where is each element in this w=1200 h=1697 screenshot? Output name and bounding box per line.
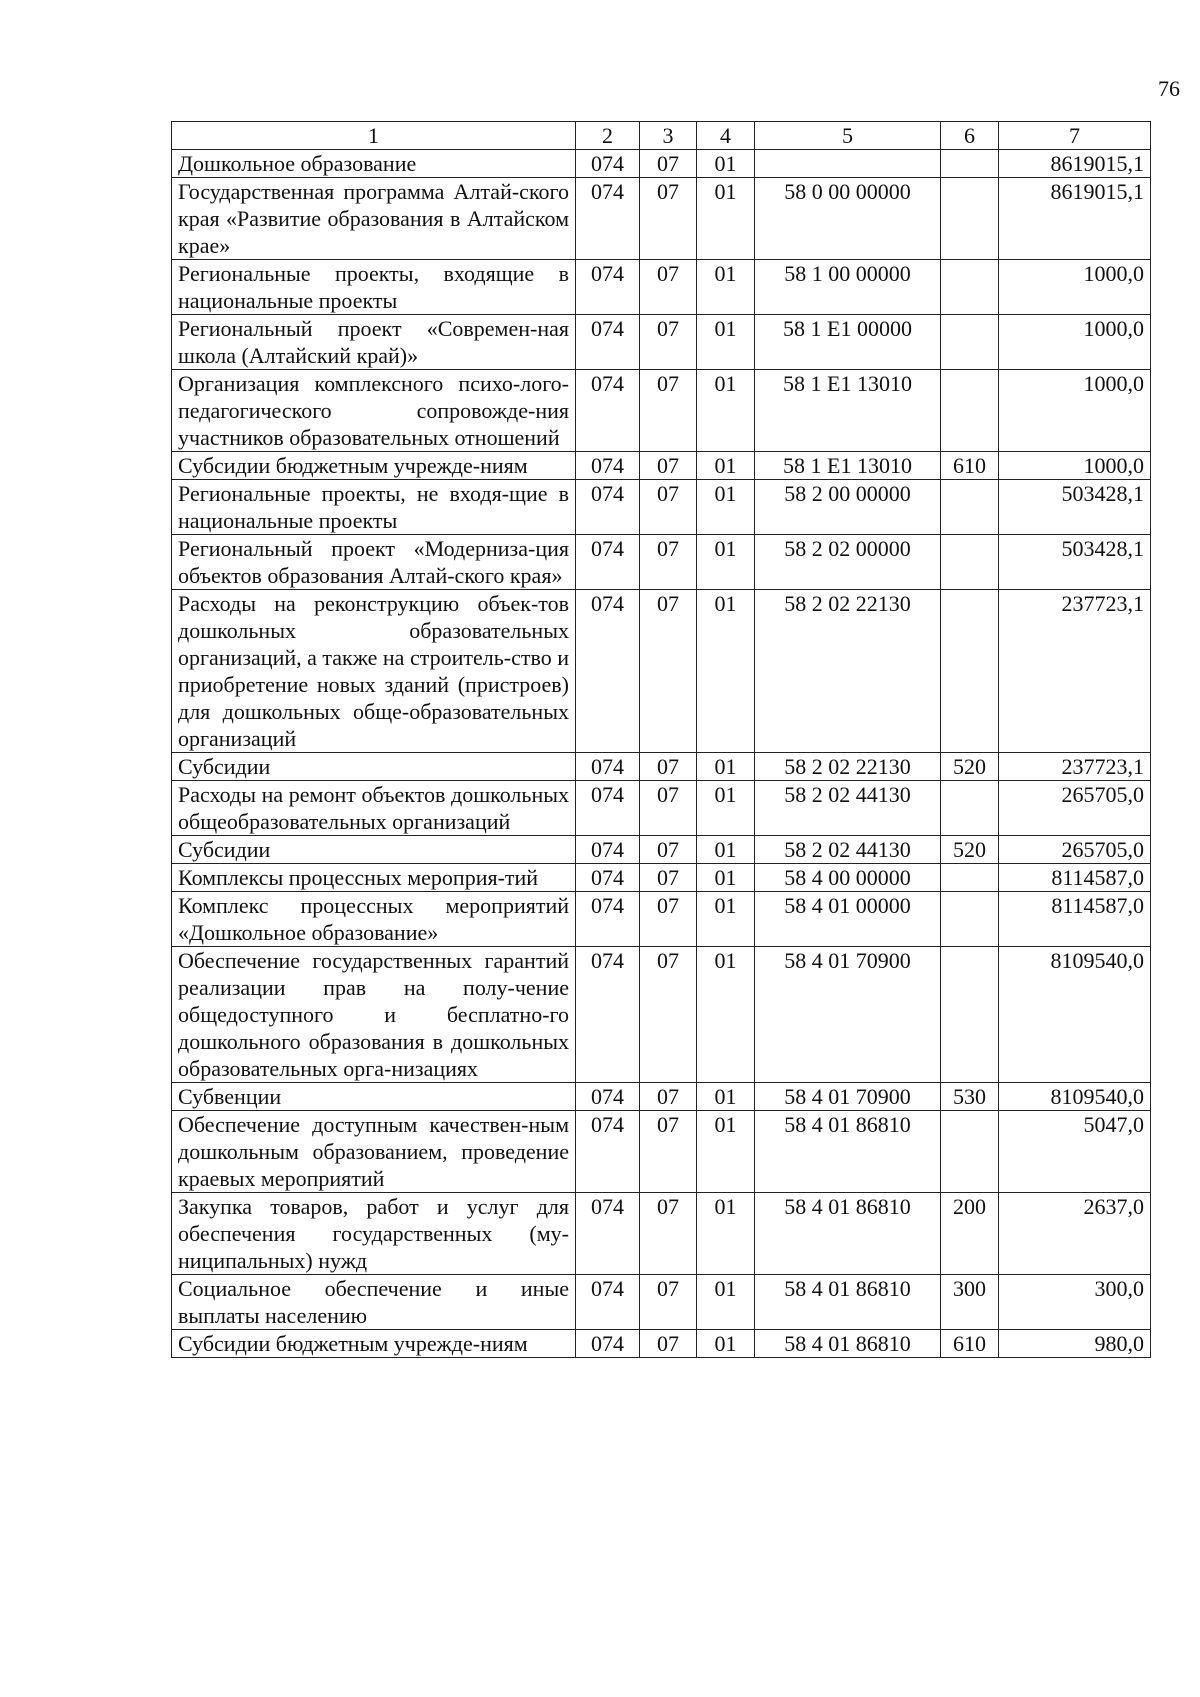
section-cell: 07 <box>640 260 697 315</box>
expense-type-cell: 610 <box>941 1330 999 1358</box>
item-name-cell: Дошкольное образование <box>172 150 576 178</box>
table-row <box>172 947 1151 1083</box>
table-row <box>172 480 1151 535</box>
target-article-cell: 58 1 E1 13010 <box>755 452 941 480</box>
amount-cell: 8619015,1 <box>999 150 1151 178</box>
section-cell: 07 <box>640 1111 697 1193</box>
section-cell: 07 <box>640 315 697 370</box>
item-name-cell: Субсидии бюджетным учрежде-ниям <box>172 452 576 480</box>
code-cell: 074 <box>576 480 640 535</box>
header-cell-5: 5 <box>755 122 941 150</box>
amount-cell: 503428,1 <box>999 480 1151 535</box>
header-cell-1: 1 <box>172 122 576 150</box>
table-row <box>172 150 1151 178</box>
expense-type-cell: 610 <box>941 452 999 480</box>
table-header <box>172 122 1151 150</box>
amount-cell: 8114587,0 <box>999 892 1151 947</box>
item-name-cell: Организация комплексного психо-лого-педагогического сопровожде-ния участников образовательных отношений <box>172 370 576 452</box>
section-cell: 07 <box>640 480 697 535</box>
section-cell: 07 <box>640 947 697 1083</box>
code-cell: 074 <box>576 178 640 260</box>
section-cell: 07 <box>640 150 697 178</box>
subsection-cell: 01 <box>697 1111 755 1193</box>
target-article-cell: 58 2 02 00000 <box>755 535 941 590</box>
subsection-cell: 01 <box>697 452 755 480</box>
item-name-cell: Региональный проект «Модерниза-ция объектов образования Алтай-ского края» <box>172 535 576 590</box>
code-cell: 074 <box>576 781 640 836</box>
code-cell: 074 <box>576 260 640 315</box>
section-cell: 07 <box>640 864 697 892</box>
section-cell: 07 <box>640 836 697 864</box>
subsection-cell: 01 <box>697 1193 755 1275</box>
code-cell: 074 <box>576 370 640 452</box>
target-article-cell: 58 4 01 86810 <box>755 1275 941 1330</box>
section-cell: 07 <box>640 590 697 753</box>
item-name-cell: Расходы на ремонт объектов дошкольных общеобразовательных организаций <box>172 781 576 836</box>
amount-cell: 8619015,1 <box>999 178 1151 260</box>
item-name-cell: Региональные проекты, входящие в национальные проекты <box>172 260 576 315</box>
subsection-cell: 01 <box>697 836 755 864</box>
expense-type-cell <box>941 1111 999 1193</box>
target-article-cell: 58 1 E1 00000 <box>755 315 941 370</box>
target-article-cell: 58 2 00 00000 <box>755 480 941 535</box>
amount-cell: 265705,0 <box>999 836 1151 864</box>
table-row <box>172 1275 1151 1330</box>
item-name-cell: Субсидии бюджетным учрежде-ниям <box>172 1330 576 1358</box>
target-article-cell: 58 2 02 22130 <box>755 590 941 753</box>
table-row <box>172 836 1151 864</box>
code-cell: 074 <box>576 590 640 753</box>
expense-type-cell <box>941 590 999 753</box>
subsection-cell: 01 <box>697 892 755 947</box>
amount-cell: 8109540,0 <box>999 947 1151 1083</box>
target-article-cell: 58 2 02 44130 <box>755 836 941 864</box>
amount-cell: 1000,0 <box>999 260 1151 315</box>
amount-cell: 5047,0 <box>999 1111 1151 1193</box>
code-cell: 074 <box>576 1330 640 1358</box>
subsection-cell: 01 <box>697 1275 755 1330</box>
code-cell: 074 <box>576 753 640 781</box>
table-row <box>172 1083 1151 1111</box>
header-cell-7: 7 <box>999 122 1151 150</box>
page-number: 76 <box>1158 76 1180 101</box>
item-name-cell: Закупка товаров, работ и услуг для обеспечения государственных (му-ниципальных) нужд <box>172 1193 576 1275</box>
table-row <box>172 370 1151 452</box>
item-name-cell: Обеспечение доступным качествен-ным дошкольным образованием, проведение краевых мероприятий <box>172 1111 576 1193</box>
section-cell: 07 <box>640 1083 697 1111</box>
expense-type-cell <box>941 535 999 590</box>
section-cell: 07 <box>640 1275 697 1330</box>
amount-cell: 237723,1 <box>999 590 1151 753</box>
target-article-cell: 58 2 02 44130 <box>755 781 941 836</box>
section-cell: 07 <box>640 892 697 947</box>
subsection-cell: 01 <box>697 370 755 452</box>
expense-type-cell: 530 <box>941 1083 999 1111</box>
expense-type-cell <box>941 781 999 836</box>
target-article-cell: 58 4 00 00000 <box>755 864 941 892</box>
expense-type-cell: 200 <box>941 1193 999 1275</box>
table-row <box>172 260 1151 315</box>
section-cell: 07 <box>640 1330 697 1358</box>
target-article-cell: 58 4 01 86810 <box>755 1193 941 1275</box>
section-cell: 07 <box>640 753 697 781</box>
target-article-cell: 58 4 01 00000 <box>755 892 941 947</box>
subsection-cell: 01 <box>697 260 755 315</box>
item-name-cell: Государственная программа Алтай-ского края «Развитие образования в Алтайском крае» <box>172 178 576 260</box>
item-name-cell: Комплекс процессных мероприятий «Дошкольное образование» <box>172 892 576 947</box>
target-article-cell: 58 2 02 22130 <box>755 753 941 781</box>
subsection-cell: 01 <box>697 1330 755 1358</box>
expense-type-cell <box>941 315 999 370</box>
code-cell: 074 <box>576 315 640 370</box>
code-cell: 074 <box>576 1275 640 1330</box>
expense-type-cell <box>941 892 999 947</box>
header-cell-6: 6 <box>941 122 999 150</box>
item-name-cell: Субсидии <box>172 836 576 864</box>
target-article-cell: 58 1 00 00000 <box>755 260 941 315</box>
amount-cell: 237723,1 <box>999 753 1151 781</box>
target-article-cell: 58 4 01 86810 <box>755 1330 941 1358</box>
section-cell: 07 <box>640 370 697 452</box>
target-article-cell: 58 4 01 70900 <box>755 1083 941 1111</box>
table-row <box>172 753 1151 781</box>
code-cell: 074 <box>576 892 640 947</box>
subsection-cell: 01 <box>697 864 755 892</box>
amount-cell: 1000,0 <box>999 452 1151 480</box>
section-cell: 07 <box>640 781 697 836</box>
subsection-cell: 01 <box>697 781 755 836</box>
target-article-cell: 58 4 01 86810 <box>755 1111 941 1193</box>
table-row <box>172 590 1151 753</box>
section-cell: 07 <box>640 452 697 480</box>
header-cell-4: 4 <box>697 122 755 150</box>
code-cell: 074 <box>576 150 640 178</box>
target-article-cell: 58 4 01 70900 <box>755 947 941 1083</box>
subsection-cell: 01 <box>697 178 755 260</box>
item-name-cell: Субсидии <box>172 753 576 781</box>
expense-type-cell <box>941 178 999 260</box>
amount-cell: 300,0 <box>999 1275 1151 1330</box>
expense-type-cell: 520 <box>941 836 999 864</box>
header-cell-2: 2 <box>576 122 640 150</box>
amount-cell: 8109540,0 <box>999 1083 1151 1111</box>
expense-type-cell <box>941 370 999 452</box>
expense-type-cell <box>941 150 999 178</box>
section-cell: 07 <box>640 178 697 260</box>
subsection-cell: 01 <box>697 535 755 590</box>
header-row <box>172 122 1151 150</box>
table-row <box>172 178 1151 260</box>
target-article-cell: 58 0 00 00000 <box>755 178 941 260</box>
section-cell: 07 <box>640 535 697 590</box>
expense-type-cell <box>941 947 999 1083</box>
subsection-cell: 01 <box>697 150 755 178</box>
code-cell: 074 <box>576 836 640 864</box>
table-row <box>172 1330 1151 1358</box>
amount-cell: 1000,0 <box>999 315 1151 370</box>
subsection-cell: 01 <box>697 1083 755 1111</box>
budget-table <box>171 121 1151 1358</box>
amount-cell: 980,0 <box>999 1330 1151 1358</box>
expense-type-cell <box>941 864 999 892</box>
table-row <box>172 781 1151 836</box>
subsection-cell: 01 <box>697 590 755 753</box>
subsection-cell: 01 <box>697 315 755 370</box>
expense-type-cell: 520 <box>941 753 999 781</box>
code-cell: 074 <box>576 452 640 480</box>
table-row <box>172 535 1151 590</box>
target-article-cell <box>755 150 941 178</box>
code-cell: 074 <box>576 1083 640 1111</box>
header-cell-3: 3 <box>640 122 697 150</box>
expense-type-cell <box>941 260 999 315</box>
expense-type-cell: 300 <box>941 1275 999 1330</box>
code-cell: 074 <box>576 1111 640 1193</box>
amount-cell: 2637,0 <box>999 1193 1151 1275</box>
subsection-cell: 01 <box>697 947 755 1083</box>
table-row <box>172 1111 1151 1193</box>
table-row <box>172 452 1151 480</box>
target-article-cell: 58 1 E1 13010 <box>755 370 941 452</box>
item-name-cell: Региональный проект «Современ-ная школа (Алтайский край)» <box>172 315 576 370</box>
expense-type-cell <box>941 480 999 535</box>
table-row <box>172 1193 1151 1275</box>
subsection-cell: 01 <box>697 480 755 535</box>
section-cell: 07 <box>640 1193 697 1275</box>
item-name-cell: Субвенции <box>172 1083 576 1111</box>
table-row <box>172 892 1151 947</box>
item-name-cell: Региональные проекты, не входя-щие в национальные проекты <box>172 480 576 535</box>
amount-cell: 503428,1 <box>999 535 1151 590</box>
item-name-cell: Расходы на реконструкцию объек-тов дошкольных образовательных организаций, а также на строитель-ство и приобретение новых зданий (пристроев) для дошкольных обще-образовательных организаций <box>172 590 576 753</box>
code-cell: 074 <box>576 947 640 1083</box>
code-cell: 074 <box>576 535 640 590</box>
amount-cell: 265705,0 <box>999 781 1151 836</box>
item-name-cell: Комплексы процессных мероприя-тий <box>172 864 576 892</box>
table-body <box>172 150 1151 1358</box>
table-row <box>172 864 1151 892</box>
amount-cell: 1000,0 <box>999 370 1151 452</box>
code-cell: 074 <box>576 864 640 892</box>
code-cell: 074 <box>576 1193 640 1275</box>
table-row <box>172 315 1151 370</box>
subsection-cell: 01 <box>697 753 755 781</box>
item-name-cell: Обеспечение государственных гарантий реализации прав на полу-чение общедоступного и бесплатно-го дошкольного образования в дошкольных образовательных орга-низациях <box>172 947 576 1083</box>
amount-cell: 8114587,0 <box>999 864 1151 892</box>
item-name-cell: Социальное обеспечение и иные выплаты населению <box>172 1275 576 1330</box>
